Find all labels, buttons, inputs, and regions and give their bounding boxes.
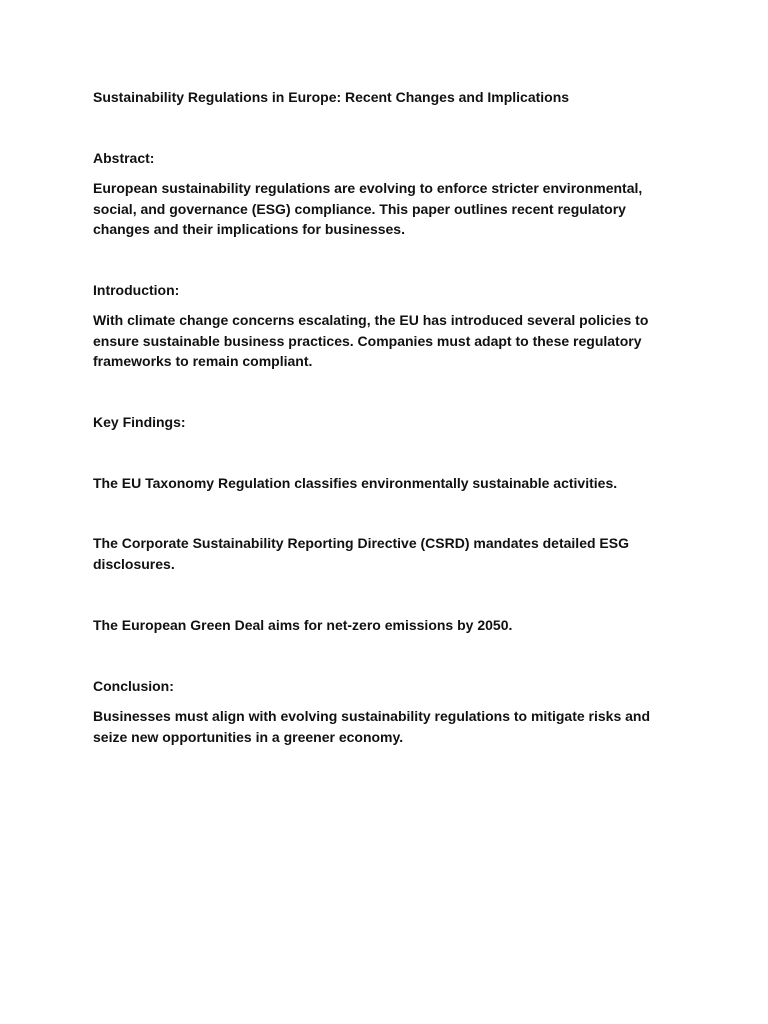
introduction-body: With climate change concerns escalating, the EU has introduced several policies to ensure sustainable business practices. Companies must adapt to these regulatory frameworks to remain compliant. xyxy=(93,312,649,369)
key-finding-item: The Corporate Sustainability Reporting Directive (CSRD) mandates detailed ESG disclosures. xyxy=(93,535,629,572)
abstract-body: European sustainability regulations are evolving to enforce stricter environmental, social, and governance (ESG) compliance. This paper outlines recent regulatory changes and their implications for businesses. xyxy=(93,180,643,237)
document-title: Sustainability Regulations in Europe: Recent Changes and Implications xyxy=(93,89,570,105)
key-findings-heading: Key Findings: xyxy=(93,414,186,430)
abstract-heading: Abstract: xyxy=(93,150,155,166)
conclusion-heading: Conclusion: xyxy=(93,678,174,694)
conclusion-body: Businesses must align with evolving sustainability regulations to mitigate risks and seize new opportunities in a greener economy. xyxy=(93,708,651,745)
introduction-heading: Introduction: xyxy=(93,282,180,298)
key-finding-item: The European Green Deal aims for net-zero emissions by 2050. xyxy=(93,617,513,633)
key-finding-item: The EU Taxonomy Regulation classifies environmentally sustainable activities. xyxy=(93,475,618,491)
